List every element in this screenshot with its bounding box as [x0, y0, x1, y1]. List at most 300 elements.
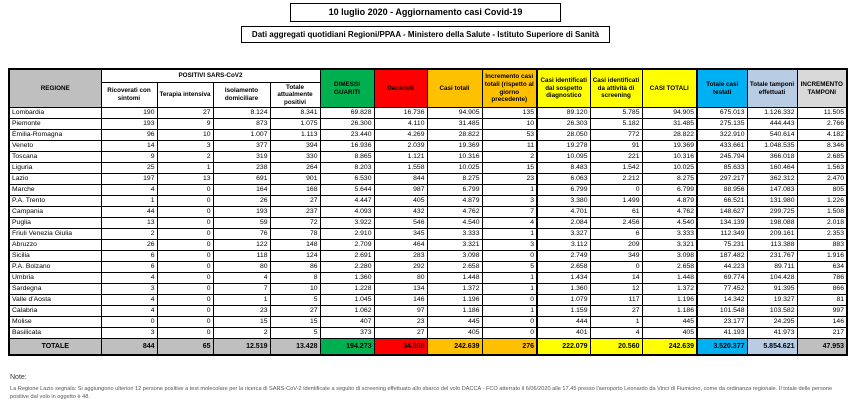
table-footer [9, 339, 847, 356]
value-cell: 41.193 [697, 328, 747, 339]
value-cell: 198.088 [747, 218, 797, 229]
region-cell: Emilia-Romagna [9, 130, 101, 141]
value-cell: 0 [157, 185, 213, 196]
value-cell: 3.098 [427, 251, 482, 262]
value-cell: 23 [482, 174, 537, 185]
value-cell: 47.953 [797, 339, 847, 356]
value-cell: 10 [270, 284, 320, 295]
value-cell: 8.483 [537, 163, 590, 174]
table-row [9, 229, 847, 240]
column-header-terapia-intensiva: Terapia intensiva [157, 82, 213, 108]
table-header [9, 69, 847, 108]
column-header-screening: Casi identificati da attività di screening [590, 69, 642, 108]
region-cell: Marche [9, 185, 101, 196]
value-cell: 28.822 [427, 130, 482, 141]
value-cell: 1.159 [537, 306, 590, 317]
table-row [9, 218, 847, 229]
table-row [9, 163, 847, 174]
value-cell: 901 [270, 174, 320, 185]
column-header-regione: REGIONE [9, 69, 101, 108]
value-cell: 41.973 [747, 328, 797, 339]
value-cell: 15 [213, 317, 270, 328]
value-cell: 1.499 [590, 196, 642, 207]
value-cell: 4.879 [642, 196, 697, 207]
value-cell: 546 [374, 218, 427, 229]
value-cell: 866 [797, 284, 847, 295]
value-cell: 27 [590, 306, 642, 317]
value-cell: 8.341 [270, 108, 320, 119]
value-cell: 14 [101, 141, 157, 152]
value-cell: 61 [590, 207, 642, 218]
value-cell: 6.530 [320, 174, 374, 185]
value-cell: 4.110 [374, 119, 427, 130]
value-cell: 3.380 [537, 196, 590, 207]
value-cell: 1 [101, 196, 157, 207]
value-cell: 675.013 [697, 108, 747, 119]
value-cell: 4.540 [427, 218, 482, 229]
value-cell: 187.482 [697, 251, 747, 262]
value-cell: 103.582 [747, 306, 797, 317]
region-cell: P.A. Trento [9, 196, 101, 207]
value-cell: 242.639 [642, 339, 697, 356]
value-cell: 16.936 [320, 141, 374, 152]
value-cell: 77.452 [697, 284, 747, 295]
value-cell: 66.521 [697, 196, 747, 207]
value-cell: 4 [590, 328, 642, 339]
value-cell: 27 [157, 108, 213, 119]
value-cell: 1.062 [320, 306, 374, 317]
value-cell: 297.217 [697, 174, 747, 185]
value-cell: 2.084 [537, 218, 590, 229]
value-cell: 0 [157, 295, 213, 306]
value-cell: 1 [157, 163, 213, 174]
value-cell: 209 [590, 240, 642, 251]
value-cell: 75.231 [697, 240, 747, 251]
value-cell: 65 [157, 339, 213, 356]
value-cell: 27 [270, 196, 320, 207]
value-cell: 3.098 [642, 251, 697, 262]
value-cell: 3.327 [537, 229, 590, 240]
value-cell: 373 [320, 328, 374, 339]
value-cell: 5.854.621 [747, 339, 797, 356]
value-cell: 1.186 [427, 306, 482, 317]
region-cell: Sardegna [9, 284, 101, 295]
value-cell: 1.228 [320, 284, 374, 295]
value-cell: 101.548 [697, 306, 747, 317]
value-cell: 0 [482, 251, 537, 262]
value-cell: 3 [482, 240, 537, 251]
value-cell: 464 [374, 240, 427, 251]
value-cell: 104.428 [747, 273, 797, 284]
value-cell: 1 [482, 306, 537, 317]
value-cell: 844 [101, 339, 157, 356]
value-cell: 1.121 [374, 152, 427, 163]
region-cell: Umbria [9, 273, 101, 284]
value-cell: 405 [427, 328, 482, 339]
value-cell: 5 [482, 262, 537, 273]
table-row [9, 196, 847, 207]
value-cell: 91 [590, 141, 642, 152]
value-cell: 4.762 [642, 207, 697, 218]
value-cell: 6.063 [537, 174, 590, 185]
value-cell: 3 [157, 141, 213, 152]
value-cell: 873 [213, 119, 270, 130]
value-cell: 401 [537, 328, 590, 339]
value-cell: 89.711 [747, 262, 797, 273]
table-row [9, 152, 847, 163]
value-cell: 194.273 [320, 339, 374, 356]
notes-section [10, 374, 845, 402]
value-cell: 883 [797, 240, 847, 251]
value-cell: 112.349 [697, 229, 747, 240]
value-cell: 1.079 [537, 295, 590, 306]
value-cell: 31.485 [642, 119, 697, 130]
value-cell: 1.196 [427, 295, 482, 306]
region-cell: Toscana [9, 152, 101, 163]
value-cell: 193 [213, 207, 270, 218]
value-cell: 15 [482, 163, 537, 174]
value-cell: 80 [374, 273, 427, 284]
total-row [9, 339, 847, 356]
value-cell: 8.124 [213, 108, 270, 119]
value-cell: 28.050 [537, 130, 590, 141]
table-row [9, 262, 847, 273]
value-cell: 1 [482, 229, 537, 240]
value-cell: 405 [642, 328, 697, 339]
value-cell: 209.161 [747, 229, 797, 240]
value-cell: 44.223 [697, 262, 747, 273]
value-cell: 805 [797, 185, 847, 196]
region-cell: Molise [9, 317, 101, 328]
value-cell: 349 [590, 251, 642, 262]
value-cell: 407 [320, 317, 374, 328]
value-cell: 91.395 [747, 284, 797, 295]
value-cell: 2.658 [642, 262, 697, 273]
value-cell: 6.799 [427, 185, 482, 196]
value-cell: 11 [482, 141, 537, 152]
value-cell: 2.212 [590, 174, 642, 185]
value-cell: 25 [101, 163, 157, 174]
value-cell: 1.226 [797, 196, 847, 207]
table-row [9, 130, 847, 141]
value-cell: 4.701 [537, 207, 590, 218]
value-cell: 6.799 [537, 185, 590, 196]
value-cell: 94.905 [642, 108, 697, 119]
value-cell: 23 [374, 317, 427, 328]
value-cell: 53 [482, 130, 537, 141]
value-cell: 69.828 [320, 108, 374, 119]
value-cell: 10.025 [642, 163, 697, 174]
value-cell: 319 [213, 152, 270, 163]
value-cell: 9 [101, 152, 157, 163]
table-row [9, 328, 847, 339]
value-cell: 330 [270, 152, 320, 163]
report-header [0, 3, 851, 43]
column-header-attualmente-positivi: Totale attualmente positivi [270, 82, 320, 108]
value-cell: 86 [270, 262, 320, 273]
column-header-dimessi-guariti: DIMESSI GUARITI [320, 69, 374, 108]
region-cell: Lazio [9, 174, 101, 185]
value-cell: 2 [101, 229, 157, 240]
value-cell: 1.448 [427, 273, 482, 284]
value-cell: 12 [590, 284, 642, 295]
value-cell: 78 [270, 229, 320, 240]
table-row [9, 295, 847, 306]
value-cell: 366.018 [747, 152, 797, 163]
value-cell: 6 [590, 229, 642, 240]
value-cell: 19.278 [537, 141, 590, 152]
value-cell: 2.709 [320, 240, 374, 251]
column-header-tamponi: Totale tamponi effettuati [747, 69, 797, 108]
value-cell: 1.542 [590, 163, 642, 174]
value-cell: 394 [270, 141, 320, 152]
value-cell: 8.275 [642, 174, 697, 185]
column-header-casi-testati: Totale casi testati [697, 69, 747, 108]
value-cell: 81 [797, 295, 847, 306]
value-cell: 0 [482, 328, 537, 339]
value-cell: 9 [157, 119, 213, 130]
value-cell: 26 [101, 240, 157, 251]
value-cell: 3 [101, 284, 157, 295]
value-cell: 222.079 [537, 339, 590, 356]
value-cell: 245.794 [697, 152, 747, 163]
value-cell: 31.485 [427, 119, 482, 130]
value-cell: 19.369 [642, 141, 697, 152]
value-cell: 0 [157, 328, 213, 339]
table-row [9, 273, 847, 284]
value-cell: 72 [270, 218, 320, 229]
value-cell: 1.916 [797, 251, 847, 262]
value-cell: 4 [213, 273, 270, 284]
value-cell: 345 [374, 229, 427, 240]
value-cell: 5 [270, 328, 320, 339]
value-cell: 1 [590, 317, 642, 328]
value-cell: 8.203 [320, 163, 374, 174]
value-cell: 362.312 [747, 174, 797, 185]
value-cell: 88.956 [697, 185, 747, 196]
value-cell: 1.075 [270, 119, 320, 130]
value-cell: 85.633 [697, 163, 747, 174]
region-cell: TOTALE [9, 339, 101, 356]
value-cell: 146 [374, 295, 427, 306]
value-cell: 786 [797, 273, 847, 284]
value-cell: 0 [590, 262, 642, 273]
value-cell: 190 [101, 108, 157, 119]
column-header-ricoverati: Ricoverati con sintomi [101, 82, 157, 108]
value-cell: 1.113 [270, 130, 320, 141]
value-cell: 1.007 [213, 130, 270, 141]
value-cell: 1.045 [320, 295, 374, 306]
value-cell: 264 [270, 163, 320, 174]
value-cell: 134 [374, 284, 427, 295]
value-cell: 2.018 [797, 218, 847, 229]
value-cell: 2.691 [320, 251, 374, 262]
value-cell: 0 [482, 317, 537, 328]
table-row [9, 240, 847, 251]
value-cell: 2.658 [427, 262, 482, 273]
value-cell: 27 [270, 306, 320, 317]
table-row [9, 119, 847, 130]
value-cell: 2.039 [374, 141, 427, 152]
value-cell: 14.342 [697, 295, 747, 306]
value-cell: 3.333 [642, 229, 697, 240]
value-cell: 10.025 [427, 163, 482, 174]
value-cell: 4 [101, 273, 157, 284]
column-header-incremento-tamponi: INCREMENTO TAMPONI [797, 69, 847, 108]
value-cell: 19.369 [427, 141, 482, 152]
value-cell: 2.280 [320, 262, 374, 273]
value-cell: 23 [213, 306, 270, 317]
value-cell: 275.135 [697, 119, 747, 130]
value-cell: 12.519 [213, 339, 270, 356]
region-cell: Puglia [9, 218, 101, 229]
value-cell: 1.372 [642, 284, 697, 295]
value-cell: 8.275 [427, 174, 482, 185]
value-cell: 4.093 [320, 207, 374, 218]
value-cell: 113.388 [747, 240, 797, 251]
table-row [9, 207, 847, 218]
table-row [9, 251, 847, 262]
table-row [9, 141, 847, 152]
table-row [9, 284, 847, 295]
value-cell: 1.434 [537, 273, 590, 284]
report-title: 10 luglio 2020 - Aggiornamento casi Covid-19 [290, 3, 562, 22]
value-cell: 4 [101, 306, 157, 317]
value-cell: 0 [157, 207, 213, 218]
value-cell: 10 [157, 130, 213, 141]
value-cell: 96 [101, 130, 157, 141]
value-cell: 1.563 [797, 163, 847, 174]
value-cell: 80 [213, 262, 270, 273]
table-body [9, 108, 847, 339]
value-cell: 89.120 [537, 108, 590, 119]
value-cell: 772 [590, 130, 642, 141]
value-cell: 7 [482, 207, 537, 218]
value-cell: 0 [157, 262, 213, 273]
value-cell: 4 [101, 185, 157, 196]
value-cell: 6 [101, 262, 157, 273]
region-cell: Sicilia [9, 251, 101, 262]
value-cell: 27 [374, 328, 427, 339]
value-cell: 221 [590, 152, 642, 163]
value-cell: 0 [157, 251, 213, 262]
region-cell: Liguria [9, 163, 101, 174]
value-cell: 11.505 [797, 108, 847, 119]
value-cell: 0 [157, 240, 213, 251]
value-cell: 5.182 [590, 119, 642, 130]
value-cell: 8.865 [320, 152, 374, 163]
value-cell: 1 [482, 284, 537, 295]
value-cell: 1.448 [642, 273, 697, 284]
table-row [9, 108, 847, 119]
report-subtitle: Dati aggregati quotidiani Regioni/PPAA - Ministero della Salute - Istituto Superiore di Sanità [241, 26, 610, 44]
value-cell: 19.327 [747, 295, 797, 306]
value-cell: 10 [482, 119, 537, 130]
value-cell: 4.447 [320, 196, 374, 207]
region-cell: Calabria [9, 306, 101, 317]
value-cell: 987 [374, 185, 427, 196]
value-cell: 147.083 [747, 185, 797, 196]
value-cell: 0 [101, 317, 157, 328]
value-cell: 10.095 [537, 152, 590, 163]
value-cell: 283 [374, 251, 427, 262]
value-cell: 2.456 [590, 218, 642, 229]
region-cell: P.A. Bolzano [9, 262, 101, 273]
value-cell: 193 [101, 119, 157, 130]
value-cell: 5.644 [320, 185, 374, 196]
value-cell: 164 [213, 185, 270, 196]
value-cell: 0 [590, 185, 642, 196]
value-cell: 20.560 [590, 339, 642, 356]
value-cell: 6 [101, 251, 157, 262]
value-cell: 405 [374, 196, 427, 207]
value-cell: 26.303 [537, 119, 590, 130]
column-header-casi-totali-2: CASI TOTALI [642, 69, 697, 108]
value-cell: 2.910 [320, 229, 374, 240]
value-cell: 148.627 [697, 207, 747, 218]
value-cell: 23.177 [697, 317, 747, 328]
value-cell: 94.905 [427, 108, 482, 119]
value-cell: 2 [213, 328, 270, 339]
value-cell: 433.661 [697, 141, 747, 152]
value-cell: 10.316 [642, 152, 697, 163]
value-cell: 148 [270, 240, 320, 251]
value-cell: 26.300 [320, 119, 374, 130]
value-cell: 1.372 [427, 284, 482, 295]
value-cell: 14 [590, 273, 642, 284]
value-cell: 444.443 [747, 119, 797, 130]
value-cell: 28.822 [642, 130, 697, 141]
region-cell: Campania [9, 207, 101, 218]
value-cell: 445 [427, 317, 482, 328]
value-cell: 16.736 [374, 108, 427, 119]
value-cell: 3.922 [320, 218, 374, 229]
value-cell: 1.508 [797, 207, 847, 218]
value-cell: 4.269 [374, 130, 427, 141]
value-cell: 2.685 [797, 152, 847, 163]
column-header-deceduti: Deceduti [374, 69, 427, 108]
value-cell: 6.799 [642, 185, 697, 196]
value-cell: 0 [157, 229, 213, 240]
value-cell: 146 [797, 317, 847, 328]
value-cell: 4.540 [642, 218, 697, 229]
region-cell: Abruzzo [9, 240, 101, 251]
value-cell: 8 [270, 273, 320, 284]
value-cell: 238 [213, 163, 270, 174]
value-cell: 168 [270, 185, 320, 196]
value-cell: 97 [374, 306, 427, 317]
value-cell: 2.658 [537, 262, 590, 273]
value-cell: 1.558 [374, 163, 427, 174]
value-cell: 1 [482, 273, 537, 284]
value-cell: 24.295 [747, 317, 797, 328]
column-header-incremento-casi: Incremento casi totali (rispetto al giorno precedente) [482, 69, 537, 108]
value-cell: 122 [213, 240, 270, 251]
value-cell: 2.353 [797, 229, 847, 240]
value-cell: 59 [213, 218, 270, 229]
value-cell: 1.048.535 [747, 141, 797, 152]
value-cell: 15 [270, 317, 320, 328]
value-cell: 134.139 [697, 218, 747, 229]
notes-text: La Regione Lazio segnala: Si aggiungono ulteriori 12 persone positive a test molecolare per la ricerca di SARS-CoV-2 identificate a seguito di screening effettuato allo sbarco del volo DACCA - FCO atterrato il 6/06/2020 alle 17.45 presso l'aeroporto Leonardo da Vinci di Fiumicino, come da ordinanza regionale. Il totale delle persone positive dal volo in oggetto è 48. [10, 386, 833, 401]
value-cell: 3.321 [642, 240, 697, 251]
value-cell: 5 [270, 295, 320, 306]
value-cell: 691 [213, 174, 270, 185]
value-cell: 1.196 [642, 295, 697, 306]
value-cell: 124 [270, 251, 320, 262]
value-cell: 1.360 [320, 273, 374, 284]
table-row [9, 306, 847, 317]
